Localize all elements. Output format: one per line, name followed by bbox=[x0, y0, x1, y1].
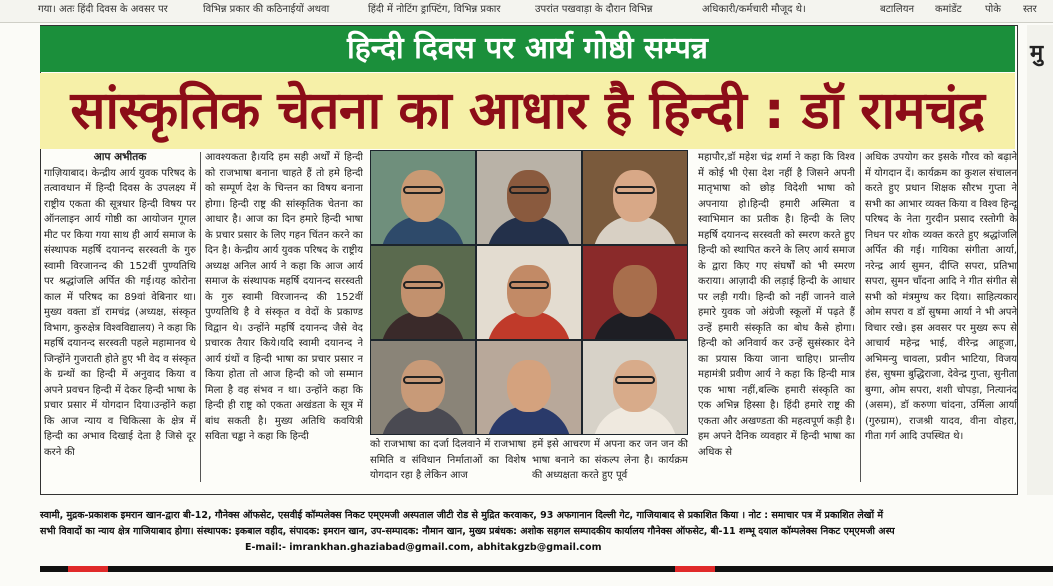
strip-text: अधिकारी/कर्मचारी मौजूद थे। bbox=[702, 4, 806, 15]
strip-text: उपरांत पखवाड़ा के दौरान विभिन्न bbox=[535, 4, 653, 15]
strip-text: विभिन्न प्रकार की कठिनाईयों अथवा bbox=[203, 4, 330, 15]
article-column-3 bbox=[370, 437, 526, 487]
webinar-participants-photo bbox=[370, 150, 688, 435]
previous-article-strip bbox=[0, 0, 1053, 23]
article-column-4 bbox=[532, 437, 688, 487]
article-kicker bbox=[40, 26, 1015, 72]
kicker-text: हिन्दी दिवस पर आर्य गोष्ठी सम्पन्न bbox=[346, 31, 708, 66]
strip-text: पोके bbox=[985, 4, 1001, 15]
footer-bar bbox=[40, 566, 1053, 572]
column-text: हमें इसे आचरण में अपना कर जन जन की भाषा बनाने का संकल्प लेना है। कार्यक्रम की अध्यक्षता करते हुए पूर्व bbox=[532, 439, 688, 481]
column-text: अधिक उपयोग कर इसके गौरव को बढ़ाने में योगदान दें। कार्यक्रम का कुशल संचालन करते हुए प्रधान शिक्षक सौरभ गुप्ता ने सभी का आभार व्यक्त किया व विश्व हिन्दू परिषद के नेता गुरदीन प्रसाद रस्तोगी के निधन पर शोक व्यक्त करते हुए श्रद्धांजलि अर्पित की गई। गायिका संगीता आर्या, नरेन्द्र आर्य सुमन, दीप्ति सपरा, प्रतिभा सपरा, सुमन चाँदना आदि ने गीत संगीत से सभी को मंत्रमुग्ध कर दिया। साहित्यकार ओम सपरा व डॉ सुषमा आर्या ने भी अपने विचार रखे। इस अवसर पर मुख्य रूप से आचार्य महेन्द्र भाई, वीरेन्द्र आहूजा, अभिमन्यु चावला, प्रवीन भाटिया, विजय हंस, सुषमा बुद्धिराजा, देवेन्द्र गुप्ता, सुनीता बुग्गा, ओम सपरा, शशी चोपड़ा, नित्यानंद (असम), डॉ करुणा चांदना, उर्मिला आर्या (गुरुग्राम), राजश्री यादव, वीना वोहरा, गीता गर्ग आदि उपस्थित थे। bbox=[865, 152, 1017, 442]
strip-text: हिंदी में नोटिंग ड्राफ्टिंग, विभिन्न प्रकार bbox=[368, 4, 501, 15]
article-headline bbox=[40, 73, 1015, 149]
column-divider bbox=[860, 152, 861, 482]
adjacent-headline-fragment: मु bbox=[1030, 41, 1044, 66]
participant-photo bbox=[476, 245, 582, 340]
article-column-6 bbox=[865, 150, 1017, 485]
column-text: महापौर,डॉ महेश चंद्र शर्मा ने कहा कि विश्व में कोई भी ऐसा देश नहीं है जिसने अपनी मातृभाषा को छोड़ विदेशी भाषा को अपनाया हो।हिन्दी हमारी अस्मिता व स्वाभिमान का प्रतीक है। हिन्दी के लिए महर्षि दयानन्द सरस्वती को स्मरण करते हुए हिन्दी को स्थापित करने के लिए आर्य समाज के द्वारा किए गए संघर्षों को भी स्मरण कराया। आज़ादी की लड़ाई हिन्दी के आधार पर लड़ी गयी। हिन्दी को नहीं जानने वाले हमारे युवक जो अंग्रेजी स्कूलों में पढ़ते हैं उन्हें हमारी संस्कृति का बोध कैसे होगा। हिन्दी को अनिवार्य कर उन्हें सुसंस्कार देने का प्रयास किया जाना चाहिए। प्रान्तीय महामंत्री प्रवीण आर्य ने कहा कि हिन्दी मात्र एक भाषा नहीं,बल्कि हमारी संस्कृति का एक अभिन्न हिस्सा है। हिंदी हमारे राष्ट्र की एकता और अखण्डता की महत्वपूर्ण कड़ी है। हम अपने दैनिक व्यवहार में हिन्दी भाषा का अधिक से bbox=[698, 152, 855, 458]
footer-red-mark bbox=[675, 566, 715, 572]
byline: आप अभीतक bbox=[93, 151, 147, 163]
headline-text: सांस्कृतिक चेतना का आधार है हिन्दी : डॉ रामचंद्र bbox=[70, 81, 985, 141]
participant-photo bbox=[582, 245, 688, 340]
column-text: को राजभाषा का दर्जा दिलवाने में राजभाषा समिति व संविधान निर्माताओं का विशेष योगदान रहा है लेकिन आज bbox=[370, 439, 526, 481]
participant-photo bbox=[370, 150, 476, 245]
article-column-2 bbox=[205, 150, 363, 485]
column-text: आवश्यकता है।यदि हम सही अर्थों में हिन्दी को राजभाषा बनाना चाहते हैं तो हमे हिन्दी को सम्पूर्ण देश के चिन्तन का विषय बनाना होगा। हिन्दी राष्ट्र की सांस्कृतिक चेतना का आधार है। आज का दिन हमारे हिन्दी भाषा के प्रचार प्रसार के लिए गहन चिंतन करने का दिन है। केन्द्रीय आर्य युवक परिषद के राष्ट्रीय अध्यक्ष अनिल आर्य ने कहा कि आज आर्य समाज के संस्थापक महर्षि दयानन्द सरस्वती के गुरु स्वामी विरजानन्द की 152वीं पुण्यतिथि है वे संस्कृत व वेदों के प्रकाण्ड विद्वान थे। उन्होंने महर्षि दयानन्द जैसे वेद प्रचारक तैयार किये।यदि स्वामी दयानन्द ने आर्य ग्रंथों व हिन्दी भाषा का प्रचार प्रसार न किया होता तो आज हिन्दी को जो सम्मान मिला है वह संभव न था। उन्होंने कहा कि हिन्दी ही राष्ट्र को एकता अखंडता के सूत्र में बांध सकती है। मुख्य अतिथि कवयित्री सविता चड्ढा ने कहा कि हिन्दी bbox=[205, 152, 363, 442]
imprint-footer bbox=[40, 508, 1053, 556]
participant-photo bbox=[582, 340, 688, 435]
strip-text: स्तर bbox=[1023, 4, 1037, 15]
participant-photo bbox=[476, 150, 582, 245]
imprint-line-2: सभी विवादों का न्याय क्षेत्र गाजियाबाद होगा। संस्थापक: इकबाल वहीद, संपादक: इमरान खान, उप-सम्पादक: नौमान खान, मुख्य प्रबंधक: अशोक सहगल सम्पादकीय कार्यालय गौनेक्स ऑफसेट, बी-11 शम्भू दयाल कॉम्पलेक्स निकट एम्एमजी अस्प bbox=[40, 526, 895, 537]
article-column-5 bbox=[698, 150, 855, 485]
strip-text: बटालियन bbox=[880, 4, 915, 15]
imprint-email: E-mail:- imrankhan.ghaziabad@gmail.com, abhitakgzb@gmail.com bbox=[245, 542, 602, 553]
participant-photo bbox=[582, 150, 688, 245]
imprint-line-1: स्वामी, मुद्रक-प्रकाशक इमरान खान-द्वारा बी-12, गौनेक्स ऑफसेट, एसवीई कॉम्पलेक्स निकट एम्एमजी अस्पताल जीटी रोड से मुद्रित करवाकर, 93 अफगानान दिल्ली गेट, गाजियाबाद से प्रकाशित किया । नोट : समाचार पत्र में प्रकाशित लेखों में bbox=[40, 510, 884, 521]
participant-photo bbox=[370, 245, 476, 340]
column-divider bbox=[200, 152, 201, 482]
participant-photo bbox=[370, 340, 476, 435]
footer-red-mark bbox=[68, 566, 108, 572]
strip-text: गया। अतः हिंदी दिवस के अवसर पर bbox=[38, 4, 168, 15]
strip-text: कमांडेंट bbox=[935, 4, 962, 15]
participant-photo bbox=[476, 340, 582, 435]
article-column-1 bbox=[44, 150, 196, 485]
adjacent-article-edge bbox=[1027, 25, 1053, 495]
column-text: गाज़ियाबाद। केन्द्रीय आर्य युवक परिषद के तत्वावधान में हिन्दी दिवस के उपलक्ष्य में राष्ट्रीय एकता की सूत्रधार हिन्दी विषय पर ऑनलाइन आर्य गोष्ठी का आयोजन गूगल मीट पर किया गया साथ ही आर्य समाज के संस्थापक महर्षि दयानन्द सरस्वती के गुरु स्वामी विरजानन्द की 152वीं पुण्यतिथि पर श्रद्धांजलि अर्पित की गई।यह कोरोना काल में परिषद का 89वां वेबिनार था। मुख्य वक्ता डॉ रामचंद्र (अध्यक्ष, संस्कृत विभाग, कुरुक्षेत्र विश्वविद्यालय) ने कहा कि महर्षि दयानन्द सरस्वती पहले महामानव थे जिन्होंने गुजराती होते हुए भी वेद व संस्कृत के ग्रन्थों का हिन्दी में अनुवाद किया व अपने प्रवचन हिन्दी में देकर हिन्दी भाषा के प्रचार प्रसार में योगदान दिया।उन्होंने कहा कि आज न्याय व चिकित्सा के क्षेत्र में हिन्दी का अभाव दिखाई देता है जिसे दूर करने की bbox=[44, 167, 196, 458]
